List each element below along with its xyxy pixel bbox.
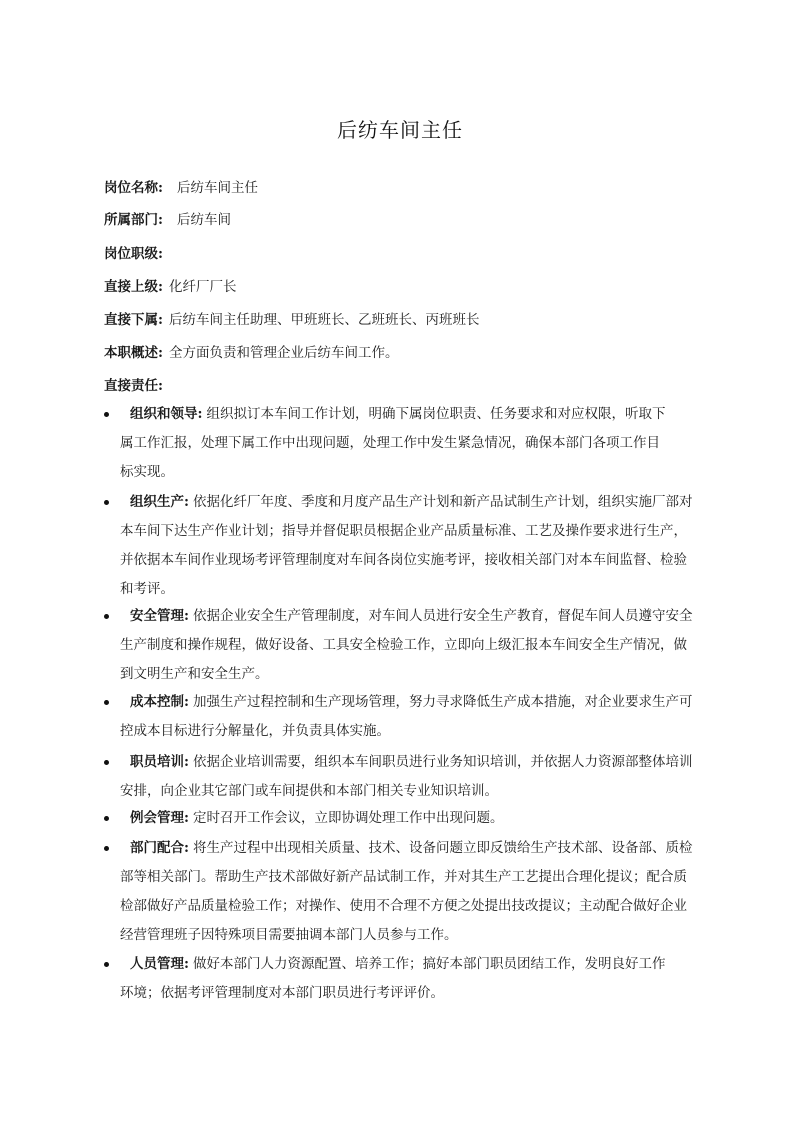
duty-label: 成本控制: — [130, 694, 189, 710]
bullet-icon — [104, 412, 109, 417]
duty-line — [130, 838, 692, 858]
duties-heading: 直接责任: — [104, 378, 163, 394]
duty-text: 将生产过程中出现相关质量、技术、设备问题立即反馈给生产技术部、设备部、质检 — [192, 840, 693, 856]
field-value: 后纺车间主任 — [176, 180, 258, 196]
duty-line: 属工作汇报，处理下属工作中出现问题，处理工作中发生紧急情况，确保本部门各项工作目 — [120, 435, 660, 451]
duty-text: 定时召开工作会议，立即协调处理工作中出现问题。 — [192, 810, 504, 826]
bullet-icon — [104, 500, 109, 505]
field-department — [104, 210, 231, 230]
duty-label: 组织和领导: — [130, 406, 203, 422]
duty-text: 加强生产过程控制和生产现场管理，努力寻求降低生产成本措施，对企业要求生产可 — [192, 694, 693, 710]
duty-line — [130, 492, 692, 512]
duty-text: 依据化纤厂年度、季度和月度产品生产计划和新产品试制生产计划，组织实施厂部对 — [192, 494, 693, 510]
duty-label: 安全管理: — [130, 608, 189, 624]
duty-text: 做好本部门人力资源配置、培养工作；搞好本部门职员团结工作，发明良好工作 — [192, 956, 666, 972]
duty-line — [130, 808, 503, 828]
duty-label: 职员培训: — [130, 754, 189, 770]
field-label: 本职概述: — [104, 345, 163, 361]
field-value: 全方面负责和管理企业后纺车间工作。 — [168, 345, 399, 361]
duty-line: 检部做好产品质量检验工作；对操作、使用不合理不方便之处提出技改提议；主动配合做好企业 — [120, 898, 687, 914]
field-label: 岗位名称: — [104, 180, 163, 196]
duty-label: 人员管理: — [130, 956, 189, 972]
bullet-icon — [104, 760, 109, 765]
bullet-icon — [104, 614, 109, 619]
field-label: 直接下属: — [104, 312, 163, 328]
duty-line: 环境；依据考评管理制度对本部门职员进行考评评价。 — [120, 985, 444, 1001]
duty-line — [130, 954, 665, 974]
duty-line: 控成本目标进行分解量化，并负责具体实施。 — [120, 723, 390, 739]
duty-text: 依据企业培训需要，组织本车间职员进行业务知识培训，并依据人力资源部整体培训 — [192, 754, 693, 770]
field-label: 所属部门: — [104, 212, 163, 228]
bullet-icon — [104, 846, 109, 851]
duty-line — [130, 692, 692, 712]
bullet-icon — [104, 962, 109, 967]
duty-line — [130, 404, 665, 424]
duty-line: 标实现。 — [120, 464, 174, 480]
duty-line: 和考评。 — [120, 581, 174, 597]
page-title: 后纺车间主任 — [337, 118, 463, 142]
field-position-level — [104, 244, 169, 264]
field-value: 后纺车间主任助理、甲班班长、乙班班长、丙班班长 — [168, 312, 480, 328]
field-direct-superior — [104, 277, 236, 297]
field-position-name — [104, 178, 258, 198]
bullet-icon — [104, 816, 109, 821]
duty-line: 本车间下达生产作业计划；指导并督促职员根据企业产品质量标准、工艺及操作要求进行生产， — [120, 523, 687, 539]
field-direct-subordinates — [104, 310, 479, 330]
duty-line: 安排，向企业其它部门或车间提供和本部门相关专业知识培训。 — [120, 783, 498, 799]
duty-line: 经营管理班子因特殊项目需要抽调本部门人员参与工作。 — [120, 927, 458, 943]
duty-label: 例会管理: — [130, 810, 189, 826]
field-summary — [104, 343, 398, 363]
field-value: 后纺车间 — [176, 212, 231, 228]
field-value: 化纤厂厂长 — [168, 279, 237, 295]
duty-text: 组织拟订本车间工作计划，明确下属岗位职责、任务要求和对应权限，听取下 — [206, 406, 666, 422]
duty-line: 部等相关部门。帮助生产技术部做好新产品试制工作，并对其生产工艺提出合理化提议；配合质 — [120, 869, 687, 885]
duty-label: 组织生产: — [130, 494, 189, 510]
field-label: 直接上级: — [104, 279, 163, 295]
field-label: 岗位职级: — [104, 246, 163, 262]
bullet-icon — [104, 700, 109, 705]
duty-line: 到文明生产和安全生产。 — [120, 666, 269, 682]
duty-line — [130, 752, 692, 772]
duty-label: 部门配合: — [130, 840, 189, 856]
duty-line — [130, 606, 692, 626]
duty-line: 生产制度和操作规程，做好设备、工具安全检验工作，立即向上级汇报本车间安全生产情况，做 — [120, 637, 687, 653]
duty-line: 并依据本车间作业现场考评管理制度对车间各岗位实施考评，接收相关部门对本车间监督、检验 — [120, 552, 687, 568]
duty-text: 依据企业安全生产管理制度，对车间人员进行安全生产教育，督促车间人员遵守安全 — [192, 608, 693, 624]
